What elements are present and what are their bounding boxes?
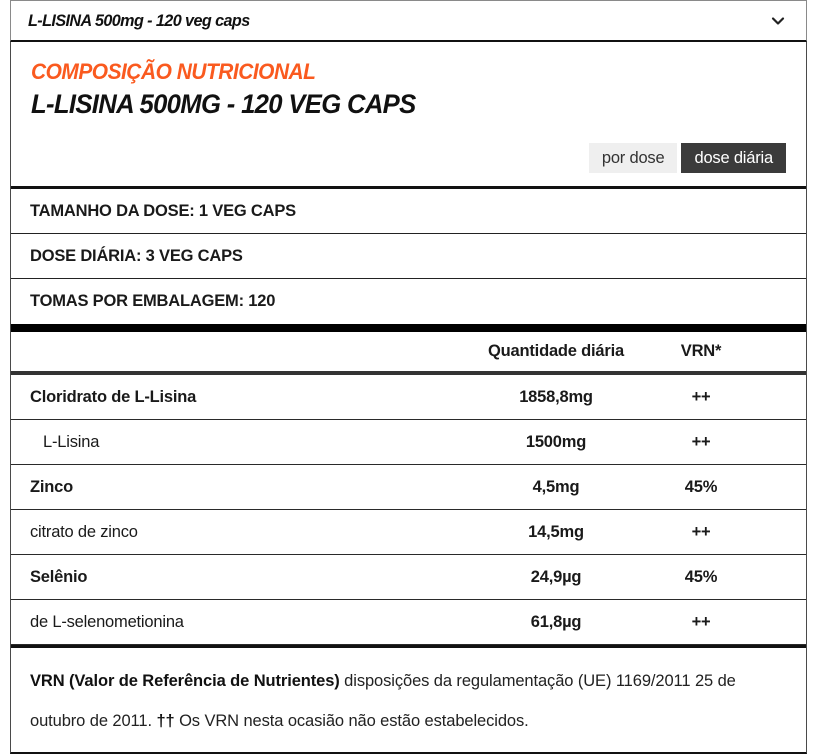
table-row xyxy=(11,555,806,600)
nutrient-name: citrato de zinco xyxy=(30,522,138,541)
nutrient-vrn: ++ xyxy=(691,522,711,541)
footnote-daggers: †† xyxy=(156,712,175,731)
dose-toggle-group xyxy=(31,143,786,173)
vrn-footnote xyxy=(11,645,806,752)
nutrient-name: L-Lisina xyxy=(43,432,100,451)
nutrient-amount: 1500mg xyxy=(525,432,587,451)
header-vrn-column: VRN* xyxy=(680,342,722,360)
table-row xyxy=(11,375,806,420)
per-dose-toggle-button[interactable]: por dose xyxy=(589,143,678,173)
nutrient-amount: 1858,8mg xyxy=(519,387,593,406)
nutrient-name: Cloridrato de L-Lisina xyxy=(30,387,197,406)
product-accordion-header[interactable] xyxy=(10,0,807,42)
nutrient-name: Zinco xyxy=(30,477,73,496)
table-row xyxy=(11,465,806,510)
daily-dose-row: DOSE DIÁRIA: 3 VEG CAPS xyxy=(11,234,806,279)
servings-per-pack-row: TOMAS POR EMBALAGEM: 120 xyxy=(30,292,276,310)
footnote-text: Os VRN nesta ocasião não estão estabelecidos. xyxy=(174,712,529,731)
nutrient-amount: 4,5mg xyxy=(532,477,580,496)
nutrient-vrn: ++ xyxy=(691,387,711,406)
table-row xyxy=(11,600,806,645)
daily-dose-toggle-button[interactable]: dose diária xyxy=(681,143,786,173)
panel-intro xyxy=(11,42,806,186)
table-row xyxy=(11,420,806,465)
nutrition-panel xyxy=(10,42,807,754)
nutrient-vrn: 45% xyxy=(684,567,718,586)
chevron-down-icon[interactable] xyxy=(770,13,786,29)
nutrient-amount: 61,8µg xyxy=(530,612,582,631)
table-top-divider xyxy=(11,324,806,332)
section-subtitle: COMPOSIÇÃO NUTRICIONAL xyxy=(31,59,316,84)
footnote-text: disposições da regulamentação (UE) 1169/2011 25 de outubro de 2011. xyxy=(30,672,736,731)
header-amount-column: Quantidade diária xyxy=(488,342,624,360)
accordion-product-title: L-LISINA 500mg - 120 veg caps xyxy=(28,10,250,30)
nutrient-name: de L-selenometionina xyxy=(30,612,184,631)
dose-info-section xyxy=(11,186,806,324)
nutrient-amount: 24,9µg xyxy=(530,567,582,586)
nutrient-name: Selênio xyxy=(30,567,88,586)
nutrient-amount: 14,5mg xyxy=(528,522,584,541)
serving-size-row: TAMANHO DA DOSE: 1 VEG CAPS xyxy=(11,189,806,234)
section-title: L-LISINA 500MG - 120 VEG CAPS xyxy=(31,89,416,119)
footnote-bold-lead: VRN (Valor de Referência de Nutrientes) xyxy=(30,672,340,690)
product-nutrition-widget xyxy=(10,0,807,754)
nutrition-table-header xyxy=(11,332,806,375)
table-row xyxy=(11,510,806,555)
nutrient-vrn: 45% xyxy=(684,477,718,496)
nutrient-vrn: ++ xyxy=(691,612,711,631)
nutrient-vrn: ++ xyxy=(691,432,711,451)
